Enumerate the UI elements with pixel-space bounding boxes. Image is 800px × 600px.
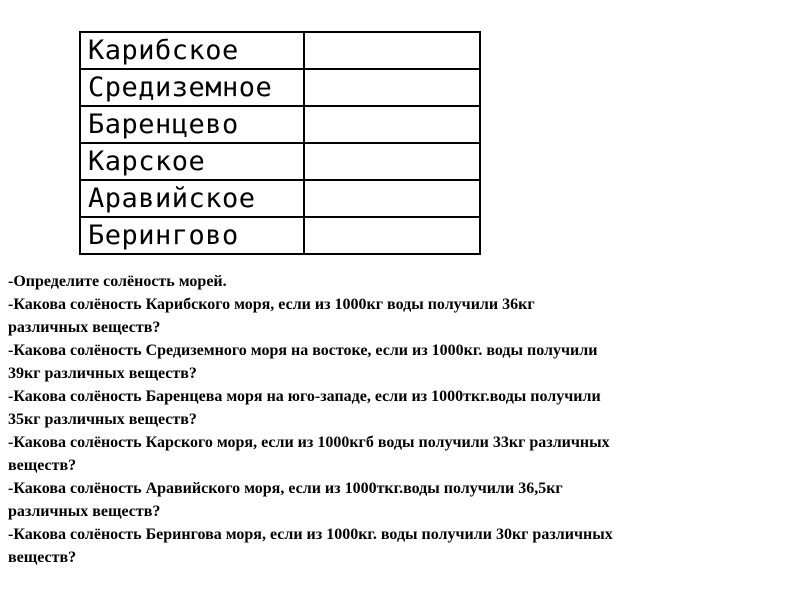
salinity-answer-cell bbox=[304, 106, 480, 143]
sea-name-cell: Берингово bbox=[80, 217, 304, 254]
sea-name-cell: Карское bbox=[80, 143, 304, 180]
question-item bbox=[8, 385, 788, 431]
text-line: -Определите солёность морей. bbox=[8, 273, 227, 290]
question-item bbox=[8, 523, 788, 569]
sea-name-cell: Средиземное bbox=[80, 69, 304, 106]
text-line: -Какова солёность Баренцева моря на юго-западе, если из 1000ткг.воды получили bbox=[8, 388, 601, 405]
table-row bbox=[80, 32, 480, 69]
text-line: -Какова солёность Аравийского моря, если из 1000ткг.воды получили 36,5кг bbox=[8, 480, 563, 497]
text-line: различных веществ? bbox=[8, 319, 161, 336]
text-line: -Какова солёность Карского моря, если из 1000кгб воды получили 33кг различных bbox=[8, 434, 610, 451]
question-item bbox=[8, 477, 788, 523]
table-row bbox=[80, 217, 480, 254]
question-item bbox=[8, 339, 788, 385]
task-instruction bbox=[8, 270, 788, 293]
seas-table bbox=[79, 31, 481, 255]
text-line: -Какова солёность Средиземного моря на востоке, если из 1000кг. воды получили bbox=[8, 342, 598, 359]
text-line: -Какова солёность Берингова моря, если из 1000кг. воды получили 30кг различных bbox=[8, 526, 613, 543]
question-item bbox=[8, 293, 788, 339]
table-row bbox=[80, 69, 480, 106]
table-row bbox=[80, 106, 480, 143]
sea-name-cell: Карибское bbox=[80, 32, 304, 69]
sea-name-cell: Баренцево bbox=[80, 106, 304, 143]
text-line: 35кг различных веществ? bbox=[8, 411, 197, 428]
questions-list bbox=[8, 270, 788, 569]
table-row bbox=[80, 143, 480, 180]
text-line: веществ? bbox=[8, 457, 77, 474]
salinity-answer-cell bbox=[304, 217, 480, 254]
salinity-answer-cell bbox=[304, 69, 480, 106]
text-line: веществ? bbox=[8, 549, 77, 566]
sea-name-cell: Аравийское bbox=[80, 180, 304, 217]
question-item bbox=[8, 431, 788, 477]
text-line: -Какова солёность Карибского моря, если из 1000кг воды получили 36кг bbox=[8, 296, 535, 313]
text-line: различных веществ? bbox=[8, 503, 161, 520]
table-row bbox=[80, 180, 480, 217]
salinity-answer-cell bbox=[304, 143, 480, 180]
salinity-answer-cell bbox=[304, 180, 480, 217]
salinity-answer-cell bbox=[304, 32, 480, 69]
text-line: 39кг различных веществ? bbox=[8, 365, 197, 382]
